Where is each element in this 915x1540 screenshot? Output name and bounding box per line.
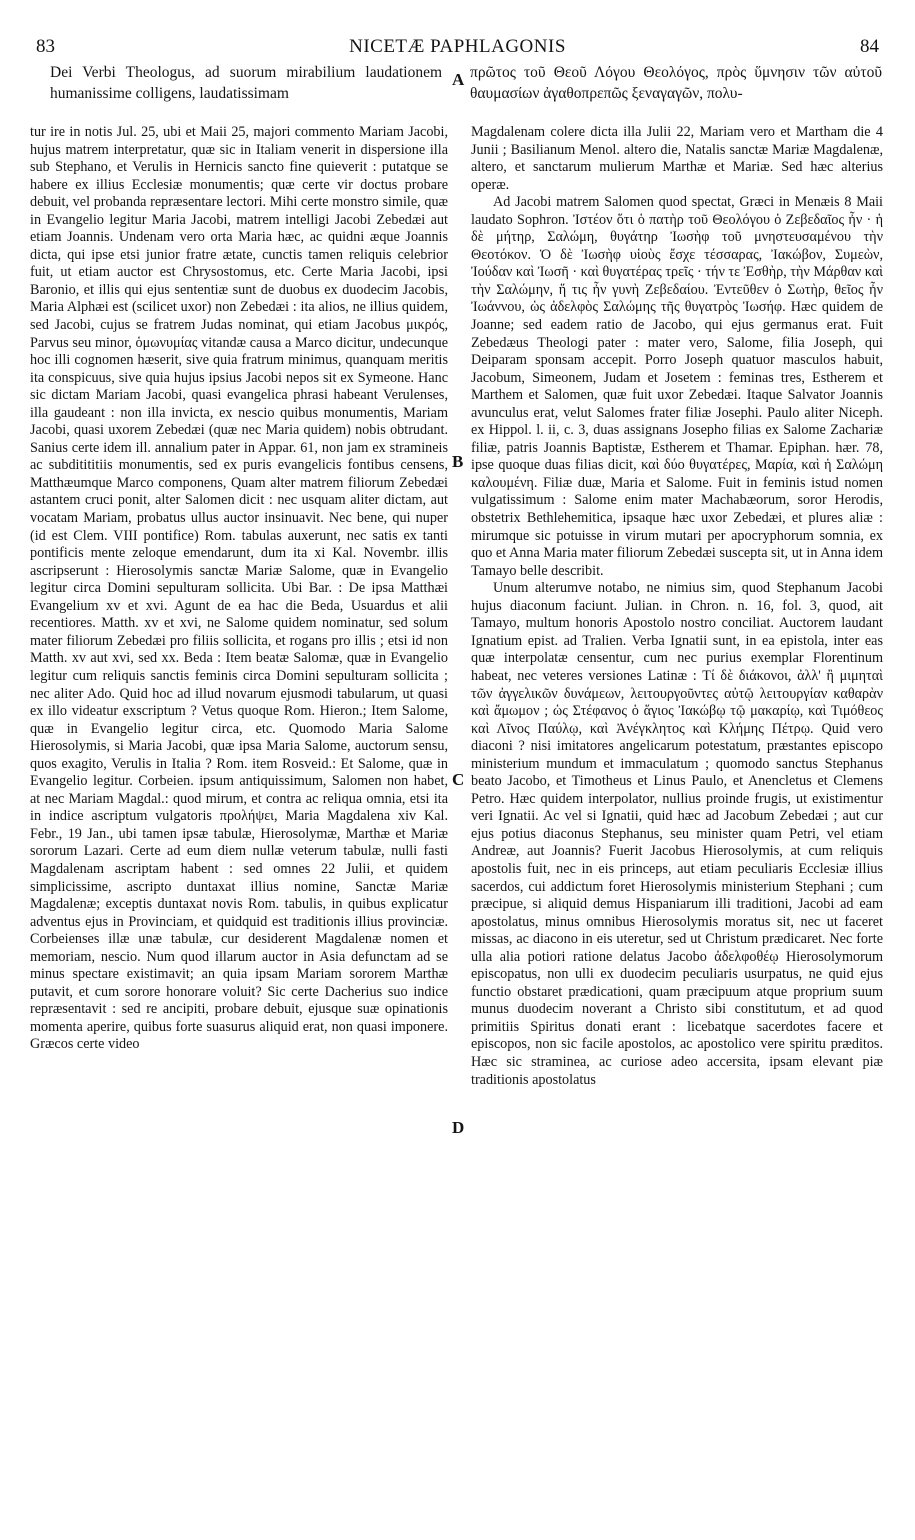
right-column [471, 124, 883, 1089]
left-column [30, 124, 448, 1054]
marker-d: D [452, 1118, 465, 1137]
marker-a: A [452, 70, 465, 89]
page-number-left: 83 [36, 36, 55, 57]
intro-latin: Dei Verbi Theologus, ad suorum mirabilium laudationem humanissime colligens, laudatissimam [50, 64, 442, 102]
running-title: NICETÆ PAPHLAGONIS [349, 36, 566, 57]
marker-c: C [452, 770, 465, 789]
marker-b: B [452, 452, 464, 471]
right-paragraph-2: Ad Jacobi matrem Salomen quod spectat, Græci in Menæis 8 Maii laudato Sophron. Ἰστέον ὅτι ὁ πατὴρ τοῦ Θεολόγου ὁ Ζεβεδαῖος ἦν · ἡ δὲ μήτηρ, Σαλώμη, θυγάτηρ Ἰωσὴφ τοῦ μνηστευσαμένου τὴν Θεοτόκον. Ὁ δὲ Ἰωσὴφ υἱοὺς ἔσχε τέσσαρας, Ἰακώβον, Συμεὼν, Ἰούδαν καὶ Ἰωσῆ · καὶ θυγατέρας τρεῖς · τήν τε Ἐσθὴρ, τὴν Μάρθαν καὶ τὴν Σαλώμην, ἥ τις ἦν γυνὴ Ζεβεδαίου. Ἐντεῦθεν ὁ Σωτὴρ, θεῖος ἦν Ἰωάννου, ὡς ἀδελφὸς Σαλώμης τῆς θυγατρὸς Ἰωσήφ. Hæc quidem de Joanne; sed eadem ratio de Jacobo, qui ejus germanus erat. Fuit Zebedæus Theologi pater : mater vero, Salome, filia Joseph, qui Deiparam sponsam accepit. Porro Joseph quatuor masculos habuit, Jacobum, Simeonem, Judam et Josetem : feminas tres, Estherem et Marthem et Salomen, quæ fuit uxor Zebedæi. Itaque Salvator Joannis avunculus erat, velut Salomes frater filiæ Josephi. Paulo aliter Niceph. ex Hippol. l. ii, c. 3, duas assignans Josepho filias ex Salome Zachariæ filiæ, patris Joannis Baptistæ, Estherem et Thamar. Epiphan. hær. 78, ipse quoque duas filias dicit, καὶ δύο θυγατέρες, Μαρία, καὶ ἡ Σαλώμη καλουμένη. Filiæ duæ, Maria et Salome. Fuit in feminis istud nomen vulgatissimum : Salome enim mater Machabæorum, soror Herodis, obstetrix Bethlehemitica, ipsaque hæc uxor Zebedæi, et plures aliæ : mirumque sic potuisse in virum mutari per apocryphorum somnia, ex quo et Anna Maria mater filiorum Zebedæi suscepta sit, ut in Anna idem Tamayo belle describit. [471, 194, 883, 579]
page-number-right: 84 [860, 36, 879, 57]
right-paragraph-1: Magdalenam colere dicta illa Julii 22, Mariam vero et Martham die 4 Junii ; Basilianum Menol. altero die, Natalis sanctæ Mariæ Magdalenæ, altero, et sanctarum mulierum Marthæ et Mariæ. Sed hæc alterius operæ. [471, 124, 883, 193]
page-header [36, 36, 879, 62]
left-paragraph-1: tur ire in notis Jul. 25, ubi et Maii 25, majori commento Mariam Jacobi, hujus matrem interpretatur, quæ sic in Italiam venerit in dispersione illa sub Stephano, et Verulis in Hernicis sancto fine quieverit : putatque se habere ex illius Ecclesiæ monumentis; quæ certe vir doctus probare debuit, vel probanda repræsentare lectori. Mihi certe monstro simile, quæ in Evangelio legitur Maria Jacobi, matrem intelligi Jacobi Zebedæi aut etiam Joannis. Undenam vero orta Maria hæc, ac quidni æque Joannis dicta, qui ipse etsi junior fratre ætate, cunctis tamen reliquis celebrior fuit, ut etiam auctor est Chrysostomus, etc. Certe Maria Jacobi, ipsi Baronio, et illis qui ejus sententiæ sunt de duobus ex duodecim Jacobis, Maria Alphæi est (scilicet uxor) non Zebedæi : ita alios, ne illius quidem, sed Jacobi, cujus se fratrem Judas nominat, qui etiam Jacobus μικρός, Parvus seu minor, ὁμωνυμίας vitandæ causa a Marco dicitur, undecunque hoc illi cognomen hæserit, sive quia fratrum minimus, quanquam meritis ita conspicuus, sive quia hujus ipsius Jacobi nepos sit ex Symeone. Hanc sic dictam Mariam Jacobi, quasi evangelica phrasi habeant Verulenses, illa gaudeant : non illa invicta, ex nescio quibus monumentis, Mariam Jacobi, quasi uxorem Zebedæi (quæ nec Maria quidem) nobis obtrudant. Sanius certe idem ill. annalium pater in Appar. 61, non jam ex stramineis ac subditititiis monumentis, sed ex puris evangelicis fontibus censens, Matthæumque Marco componens, Quam alter matrem filiorum Zebedæi astantem cruci ponit, alter Salomen dicit : nec usquam aliter dictam, aut vocatam Mariam, probatus ullus auctor insinuavit. Nec bene, qui nuper (id est Clem. VIII pontifice) Rom. tabulas auxerunt, nec satis ex tanti pontificis mente zeloque emendarunt, dum ita xi Kal. Novembr. illis ascripserunt : Hierosolymis sanctæ Mariæ Salome, quæ in Evangelio legitur circa Domini sepulturam sollicita. Ubi Bar. : De ipsa Matthæi Evangelium xv et xvi. Agunt de ea hac die Beda, Usuardus et alii recentiores. Matth. xv et xvi, ne Salome quidem nominatur, sed solum mater filiorum Zebedæi pro filiis sollicita, et rogans pro illis ; etsi id non Matth. xv aut xvi, sed xx. Beda : Item beatæ Salomæ, quæ in Evangelio legitur cum reliquis sanctis feminis circa Domini sepulturam sollicita ; nec aliter Ado. Quid hoc ad illud novarum ejusmodi tabularum, ut quasi ex illo videatur exscriptum ? Vetus quoque Rom. Hieron.; Item Salome, quæ in Evangelio legitur circa, etc. Quomodo Maria Salome Hierosolymis, si Maria Jacobi, quæ ipsa Maria Salome, auctorum sensu, quos exagito, Verulis in Italia ? Rom. item Rosveid.: Et Salome, quæ in Evangelio legitur. Corbeien. ipsum antiquissimum, Salomen non habet, at nec Mariam Magdal.: quod mirum, et contra ac reliqua omnia, etsi ita in indice ascriptum vulgatoris προλήψει, Maria Magdalena xiv Kal. Febr., 19 Jan., ubi tamen ipsæ tabulæ, Hierosolymæ, Marthæ et Mariæ sororum Lazari. Certe ad eum diem nullæ veterum tabulæ, nulli fasti Magdalenam ascriptam habent : sed omnes 22 Julii, et quidem simplicissime, ascripto duntaxat illius nomine, Sanctæ Mariæ Magdalenæ; exceptis duntaxat novis Rom. tabulis, in quibus explicatur adventus ejus in Provinciam, et quidquid est traditionis illius provinciæ. Corbeienses illæ unæ tabulæ, cur desiderent Magdalenæ nomen et memoriam, nescio. Num quod illarum auctor in Asia defunctam ad se minus spectare existimavit; an quia ipsam Mariam sororem Marthæ putavit, et cum sorore honorare voluit? Sic certe Dacherius suo indice repræsentavit : sed re ancipiti, probare debuit, ejusque suæ opinationis momenta aperire, quibus forte suasurus aliquid erat, non quasi imponere. Græcos certe video [30, 124, 448, 1053]
right-paragraph-3: Unum alterumve notabo, ne nimius sim, quod Stephanum Jacobi hujus diaconum faciunt. Julian. in Chron. n. 16, fol. 3, quod, ait Tamayo, multum honoris Apostolo nostro conciliat. Auctorem laudant Ignatium epist. ad Tralien. Verba Ignatii sunt, in ea epistola, inter eas quæ interpolatæ censentur, cum nec purius exemplar Florentinum habeat, nec veteres versiones Latinæ : Τί δὲ διάκονοι, ἀλλ' ἢ μιμηταὶ τῶν ἀγγελικῶν δυνάμεων, λειτουργοῦντες αὐτῷ λειτουργίαν καθαρὰν καὶ ἄμωμον ; ὡς Στέφανος ὁ ἅγιος Ἰακώβῳ τῷ μακαρίῳ, καὶ Τιμόθεος καὶ Λῖνος Παύλῳ, καὶ Ἀνέγκλητος καὶ Κλήμης Πέτρῳ. Quid vero diaconi ? nisi imitatores angelicarum potestatum, præstantes episcopo ministerium mundum et immaculatum ; quomodo sanctus Stephanus beato Jacobo, et Timotheus et Linus Paulo, et Anencletus et Clemens Petro. Hæc quidem interpolator, nullius proinde frugis, ut existimentur veri Ignatii. Ac vel si Ignatii, quid hæc ad Jacobum Zebedæi ; aut cur ejus potius diaconus Stephanus, seu minister quam Petri, vel etiam Andreæ, aut Joannis? Fuerit Jacobus Hierosolymis, at cum reliquis apostolis fuit, nec in eis princeps, aut etiam peculiaris Ecclesiæ illius sacerdos, cui addictum foret Hierosolymis ministerium Stephani ; cum præcipue, si aliquid demus Hispaniarum illi traditioni, Jacobi ad eam apostolatus, minus omnibus Hierosolymis moratus sit, nec ut faceret missas, ac diacono in eis uteretur, sed ut Christum prædicaret. Nec forte ulla alia potiori ratione delatus Jacobo ἀδελφοθέῳ Hierosolymorum episcopatus, non ulli ex duodecim peculiaris usurpatus, ne quid ejus functio obstaret prædicationi, quam præcipuum atque proprium suum munus duodecim noverant a Christo sibi constitutum, et ad quod primitiis Spiritus donati erant : licebatque sacerdotes facere et episcopos, non sic facile apostolos, ac apostolico vere spiritu præditos. Hæc sic straminea, ac curiose adeo accersita, ipsam elevant piæ traditionis apostolatus [471, 580, 883, 1088]
intro-greek: πρῶτος τοῦ Θεοῦ Λόγου Θεολόγος, πρὸς ὕμνησιν τῶν αὐτοῦ θαυμασίων ἀγαθοπρεπῶς ξεναγαγῶν, πολυ- [470, 64, 882, 102]
